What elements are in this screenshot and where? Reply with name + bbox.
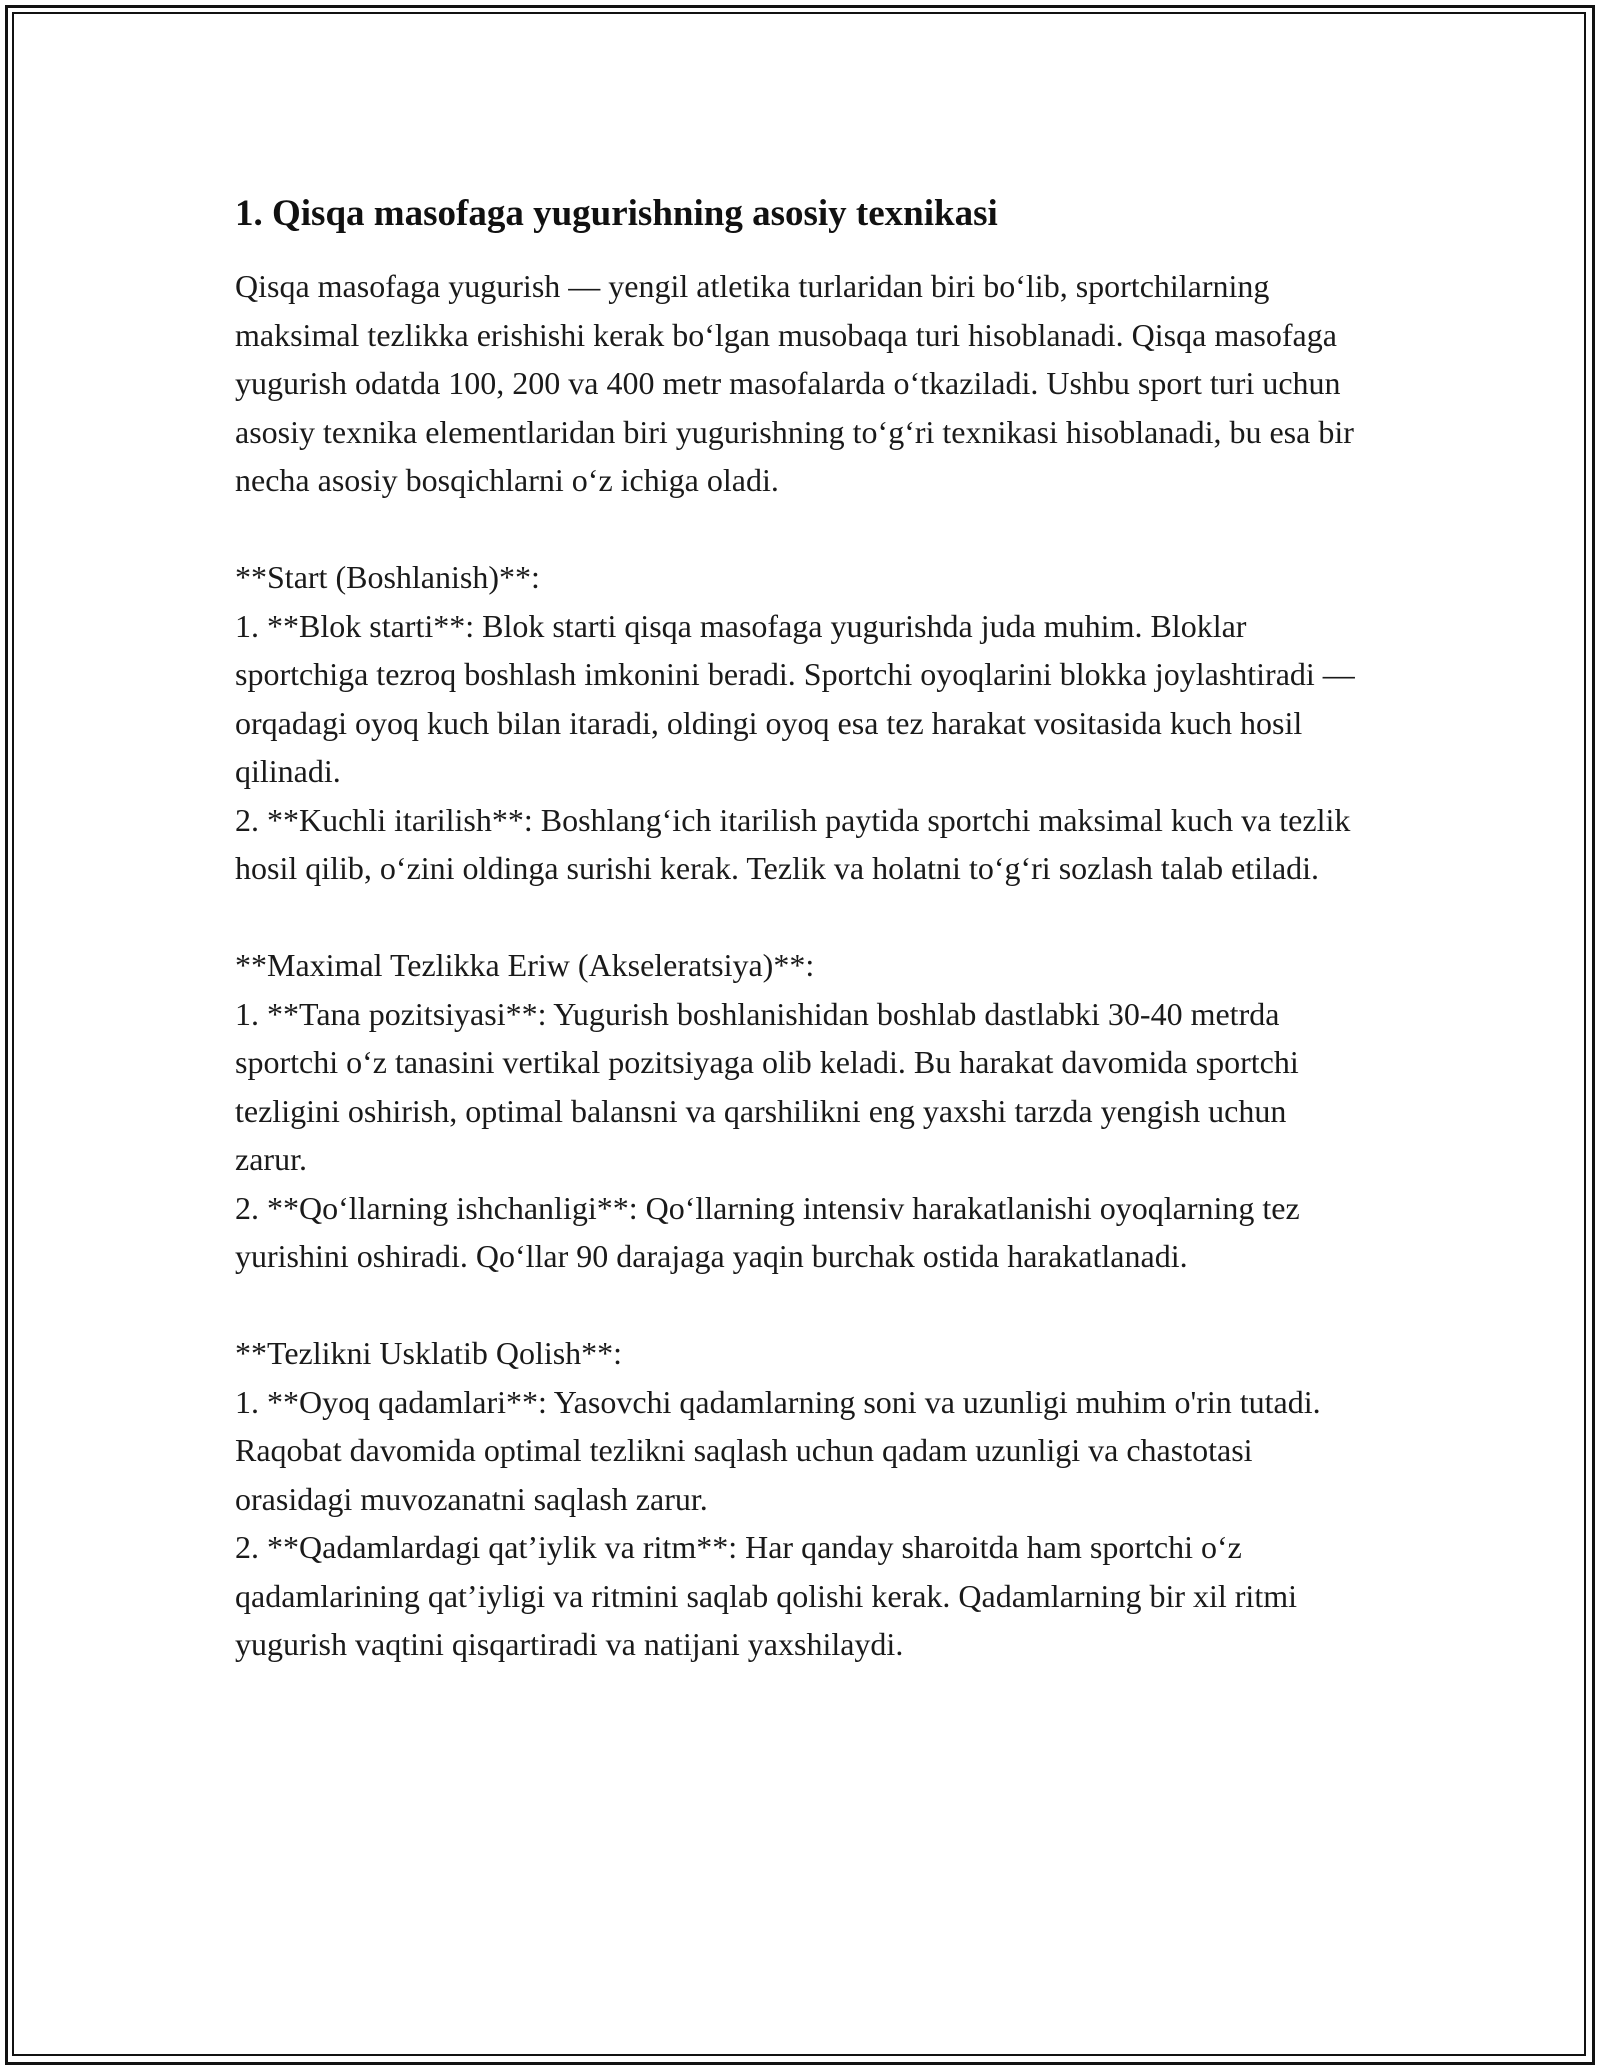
section-heading-start: **Start (Boshlanish)**: <box>235 559 540 595</box>
document-title: 1. Qisqa masofaga yugurishning asosiy texnikasi <box>235 193 998 234</box>
paragraph-gap <box>235 1281 1365 1330</box>
section-item: 1. **Oyoq qadamlari**: Yasovchi qadamlarning soni va uzunligi muhim o'rin tutadi. Raqobat davomida optimal tezlikni saqlash uchun qadam uzunligi va chastotasi orasidagi muvozanatni saqlash zarur. <box>235 1383 1321 1517</box>
paragraph-gap <box>235 893 1365 942</box>
section-heading-acceleration: **Maximal Tezlikka Eriw (Akseleratsiya)**: <box>235 947 815 983</box>
section-item: 2. **Kuchli itarilish**: Boshlang‘ich itarilish paytida sportchi maksimal kuch va tezlik hosil qilib, o‘zini oldinga surishi kerak. Tezlik va holatni to‘g‘ri sozlash talab etiladi. <box>235 801 1351 886</box>
section-item: 1. **Tana pozitsiyasi**: Yugurish boshlanishidan boshlab dastlabki 30-40 metrda sportchi o‘z tanasini vertikal pozitsiyaga olib keladi. Bu harakat davomida sportchi tezligini oshirish, optimal balansni va qarshilikni eng yaxshi tarzda yengish uchun zarur. <box>235 995 1299 1177</box>
section-item: 2. **Qadamlardagi qat’iylik va ritm**: Har qanday sharoitda ham sportchi o‘z qadamlarining qat’iyligi va ritmini saqlab qolishi kerak. Qadamlarning bir xil ritmi yugurish vaqtini qisqartiradi va natijani yaxshilaydi. <box>235 1529 1297 1662</box>
section-item: 1. **Blok starti**: Blok starti qisqa masofaga yugurishda juda muhim. Bloklar sportchiga tezroq boshlash imkonini beradi. Sportchi oyoqlarini blokka joylashtiradi — orqadagi oyoq kuch bilan itaradi, oldingi oyoq esa tez harakat vositasida kuch hosil qilinadi. <box>235 607 1355 789</box>
intro-paragraph: Qisqa masofaga yugurish — yengil atletika turlaridan biri bo‘lib, sportchilarning maksimal tezlikka erishishi kerak bo‘lgan musobaqa turi hisoblanadi. Qisqa masofaga yugurish odatda 100, 200 va 400 metr masofalarda o‘tkaziladi. Ushbu sport turi uchun asosiy texnika elementlaridan biri yugurishning to‘g‘ri texnikasi hisoblanadi, bu esa bir necha asosiy bosqichlarni o‘z ichiga oladi. <box>235 268 1354 498</box>
section-heading-speed-maintenance: **Tezlikni Usklatib Qolish**: <box>235 1335 623 1371</box>
section-item: 2. **Qo‘llarning ishchanligi**: Qo‘llarning intensiv harakatlanishi oyoqlarning tez yurishini oshiradi. Qo‘llar 90 darajaga yaqin burchak ostida harakatlanadi. <box>235 1189 1300 1274</box>
paragraph-gap <box>235 505 1365 554</box>
document-body <box>235 190 1365 1669</box>
